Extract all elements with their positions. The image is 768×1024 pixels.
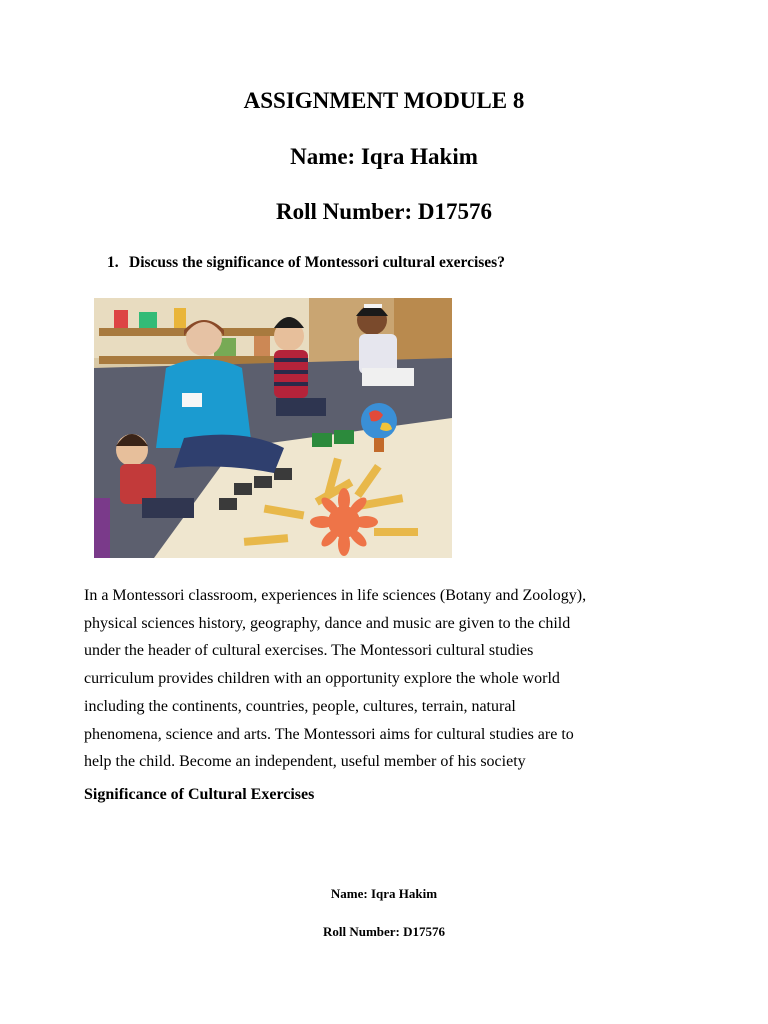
paragraph-line: curriculum provides children with an opportunity explore the whole world bbox=[84, 670, 560, 688]
footer-roll-number: Roll Number: D17576 bbox=[322, 924, 446, 939]
body-paragraph bbox=[84, 582, 684, 776]
paragraph-line: In a Montessori classroom, experiences in life sciences (Botany and Zoology), bbox=[84, 587, 587, 604]
classroom-photo bbox=[94, 298, 452, 558]
question-text: Discuss the significance of Montessori cultural exercises? bbox=[129, 254, 505, 271]
paragraph-line: under the header of cultural exercises. The Montessori cultural studies bbox=[84, 642, 534, 660]
question-item bbox=[107, 254, 505, 272]
section-heading: Significance of Cultural Exercises bbox=[84, 786, 315, 803]
question-number: 1. bbox=[107, 254, 119, 271]
paragraph-line: phenomena, science and arts. The Montessori aims for cultural studies are to bbox=[84, 725, 574, 743]
document-title: ASSIGNMENT MODULE 8 bbox=[243, 88, 525, 113]
paragraph-line: help the child. Become an independent, useful member of his society bbox=[84, 753, 526, 771]
roll-number: Roll Number: D17576 bbox=[276, 199, 492, 224]
paragraph-line: physical sciences history, geography, dance and music are given to the child bbox=[84, 614, 571, 632]
paragraph-line: including the continents, countries, people, cultures, terrain, natural bbox=[84, 697, 516, 715]
student-name: Name: Iqra Hakim bbox=[290, 144, 478, 169]
footer-name: Name: Iqra Hakim bbox=[330, 886, 438, 901]
